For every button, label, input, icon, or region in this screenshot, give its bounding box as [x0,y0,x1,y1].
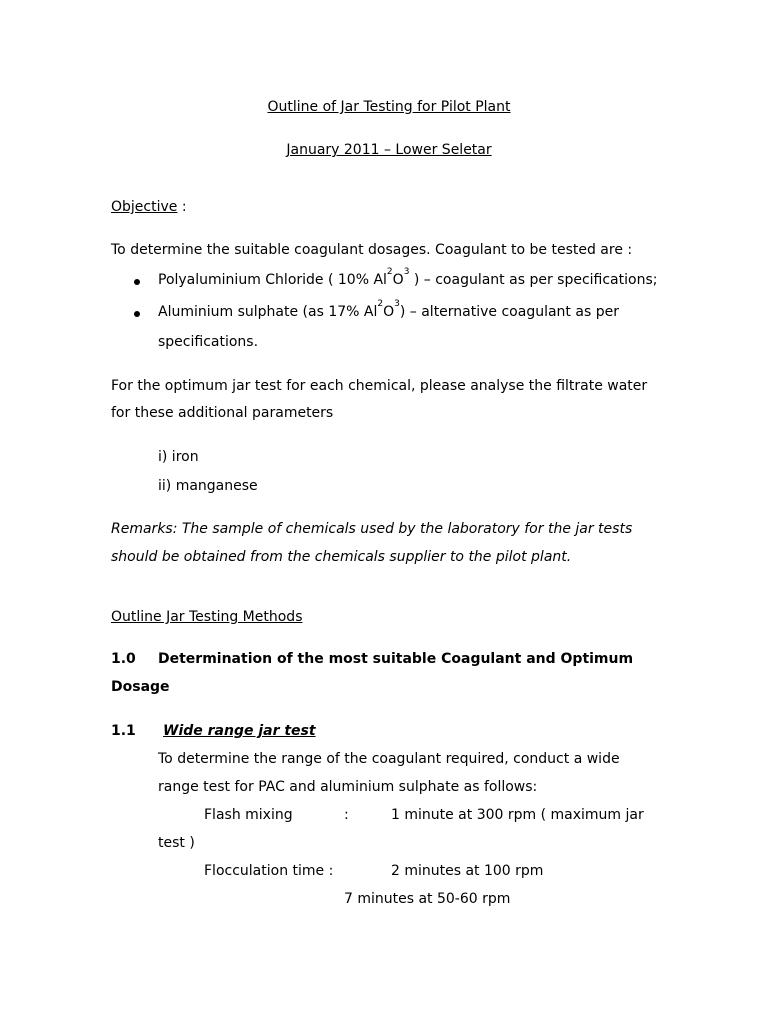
document-subtitle: January 2011 – Lower Seletar [286,142,492,158]
flash-mixing-value: 1 minute at 300 rpm ( maximum jar [391,807,644,823]
flash-mixing-colon: : [344,807,349,823]
remarks-line-2: should be obtained from the chemicals supplier to the pilot plant. [111,549,572,565]
bullet-alum-o: O [383,304,395,320]
filtrate-line-1: For the optimum jar test for each chemical, please analyse the filtrate water [111,378,648,394]
objective-intro: To determine the suitable coagulant dosages. Coagulant to be tested are : [111,242,633,258]
param-iron: i) iron [158,449,199,465]
bullet-alum-continuation: specifications. [158,334,259,350]
remarks-line-1: Remarks: The sample of chemicals used by the laboratory for the jar tests [111,521,633,537]
bullet-item-alum [158,299,619,323]
param-manganese: ii) manganese [158,478,258,494]
section-title-line-2: Dosage [111,679,170,695]
section-title-line-1: Determination of the most suitable Coagulant and Optimum [158,651,634,667]
methods-heading: Outline Jar Testing Methods [111,609,303,625]
flocculation-value-1: 2 minutes at 100 rpm [391,863,544,879]
bullet-alum-text: Aluminium sulphate (as 17% Al [158,304,378,320]
objective-colon: : [181,199,187,215]
bullet-alum-post: ) – alternative coagulant as per [399,304,619,320]
flocculation-value-2: 7 minutes at 50-60 rpm [344,891,511,907]
section-number: 1.0 [111,651,136,667]
subscript-3: 3 [394,299,400,309]
bullet-pac-o: O [392,272,404,288]
bullet-pac-text: Polyaluminium Chloride ( 10% Al [158,272,387,288]
objective-heading: Objective [111,199,178,215]
flash-mixing-label: Flash mixing [204,807,293,823]
flash-mixing-continuation: test ) [158,835,195,851]
document-title: Outline of Jar Testing for Pilot Plant [267,99,511,115]
bullet-item-pac [158,267,658,291]
bullet-pac-post: ) – coagulant as per specifications; [409,272,658,288]
description-line-1: To determine the range of the coagulant required, conduct a wide [158,751,620,767]
filtrate-line-2: for these additional parameters [111,405,334,421]
objective-heading-line [111,198,187,216]
subscript-2: 2 [386,267,393,277]
flocculation-label: Flocculation time : [204,863,334,879]
subscript-3: 3 [403,267,410,277]
subscript-2: 2 [377,299,384,309]
bullet-icon [134,279,140,285]
bullet-icon [134,311,140,317]
subsection-number: 1.1 [111,723,136,739]
description-line-2: range test for PAC and aluminium sulphate as follows: [158,779,538,795]
subsection-title: Wide range jar test [163,723,316,739]
